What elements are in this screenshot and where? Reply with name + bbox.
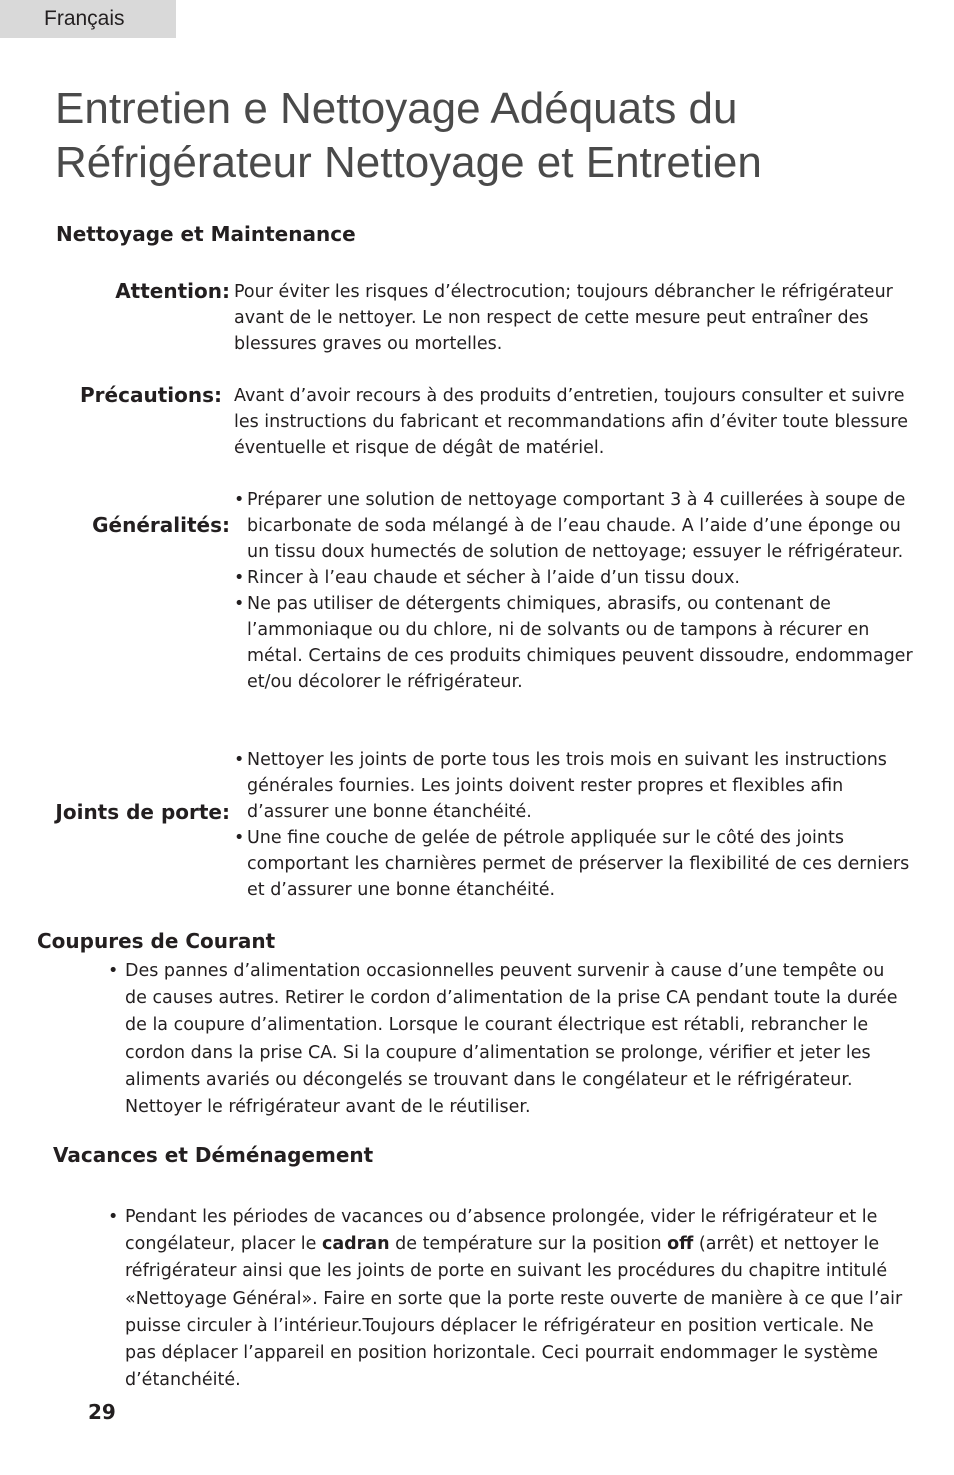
list-item: [234, 565, 914, 591]
list-item-text: Une fine couche de gelée de pétrole appliquée sur le côté des joints comportant les charnières permet de préserver la flexibilité de ces derniers et d’assurer une bonne étanchéité.: [247, 828, 910, 900]
section-heading-vacation: Vacances et Déménagement: [53, 1143, 377, 1167]
list-item-text: Ne pas utiliser de détergents chimiques, abrasifs, ou contenant de l’ammoniaque ou du chlore, ni de solvants ou de tampons à récurer en métal. Certains de ces produits chimiques peuvent dissoudre, endommager et/ou décolorer le réfrigérateur.: [247, 594, 913, 692]
precautions-label: Précautions:: [80, 383, 222, 407]
page-title: [55, 82, 935, 190]
language-tab: Français: [0, 0, 176, 38]
list-item: [234, 825, 914, 903]
bullet-icon: •: [234, 828, 245, 848]
list-item: [234, 487, 914, 565]
attention-label: Attention:: [115, 279, 230, 303]
bullet-icon: •: [108, 1207, 119, 1227]
generalites-label: Généralités:: [92, 513, 230, 537]
list-item-text: (arrêt) et nettoyer le réfrigérateur ainsi que les joints de porte en suivant les procédures du chapitre intitulé «Nettoyage Général». Faire en sorte que la porte reste ouverte de manière à ce que l’air puisse circuler à l’intérieur.Toujours déplacer le réfrigérateur en position verticale. Ne pas déplacer l’appareil en position horizontale. Ceci pourrait endommager le système d’étanchéité.: [125, 1234, 903, 1391]
list-item: [234, 591, 914, 695]
power-outage-list: [108, 958, 908, 1121]
page-number: 29: [88, 1400, 116, 1424]
list-item: [234, 747, 914, 825]
list-item-text: de température sur la position: [389, 1234, 668, 1255]
list-item: [108, 958, 908, 1121]
list-item: [108, 1204, 908, 1394]
joints-list: [234, 747, 914, 903]
section-heading-power-outage: Coupures de Courant: [37, 929, 276, 953]
list-item-text: Pendant les périodes de vacances ou d’absence prolongée, vider le réfrigérateur et le congélateur, placer le: [125, 1207, 878, 1255]
bullet-icon: •: [234, 750, 245, 770]
list-item-text: Rincer à l’eau chaude et sécher à l’aide d’un tissu doux.: [247, 568, 740, 588]
bold-term-off: off: [667, 1234, 694, 1255]
bullet-icon: •: [108, 961, 119, 981]
section-heading-cleaning: Nettoyage et Maintenance: [56, 222, 356, 246]
bullet-icon: •: [234, 594, 245, 614]
list-item-text: Préparer une solution de nettoyage comportant 3 à 4 cuillerées à soupe de bicarbonate de soda mélangé à de l’eau chaude. A l’aide d’une éponge ou un tissu doux humectés de solution de nettoyage; essuyer le réfrigérateur.: [247, 490, 906, 562]
list-item-text: Nettoyer les joints de porte tous les trois mois en suivant les instructions générales fournies. Les joints doivent rester propres et flexibles afin d’assurer une bonne étanchéité.: [247, 750, 887, 822]
precautions-text: Avant d’avoir recours à des produits d’entretien, toujours consulter et suivre les instructions du fabricant et recommandations afin d’éviter toute blessure éventuelle et risque de dégât de matériel.: [234, 386, 908, 458]
attention-text: Pour éviter les risques d’électrocution; toujours débrancher le réfrigérateur avant de le nettoyer. Le non respect de cette mesure peut entraîner des blessures graves ou mortelles.: [234, 282, 893, 354]
vacation-list: [108, 1204, 908, 1394]
list-item-text: Des pannes d’alimentation occasionnelles peuvent survenir à cause d’une tempête ou de causes autres. Retirer le cordon d’alimentation de la prise CA pendant toute la durée de la coupure d’alimentation. Lorsque le courant électrique est rétabli, rebrancher le cordon dans la prise CA. Si la coupure d’alimentation se prolonge, vérifier et jeter les aliments avariés ou décongelés se trouvant dans le congélateur et le réfrigérateur. Nettoyer le réfrigérateur avant de le réutiliser.: [125, 961, 898, 1118]
page-title-line-2: Réfrigérateur Nettoyage et Entretien: [55, 138, 762, 187]
joints-label: Joints de porte:: [55, 800, 230, 824]
bold-term-dial: cadran: [321, 1234, 390, 1255]
bullet-icon: •: [234, 490, 245, 510]
bullet-icon: •: [234, 568, 245, 588]
generalites-list: [234, 487, 914, 695]
page-title-line-1: Entretien e Nettoyage Adéquats du: [55, 84, 738, 133]
